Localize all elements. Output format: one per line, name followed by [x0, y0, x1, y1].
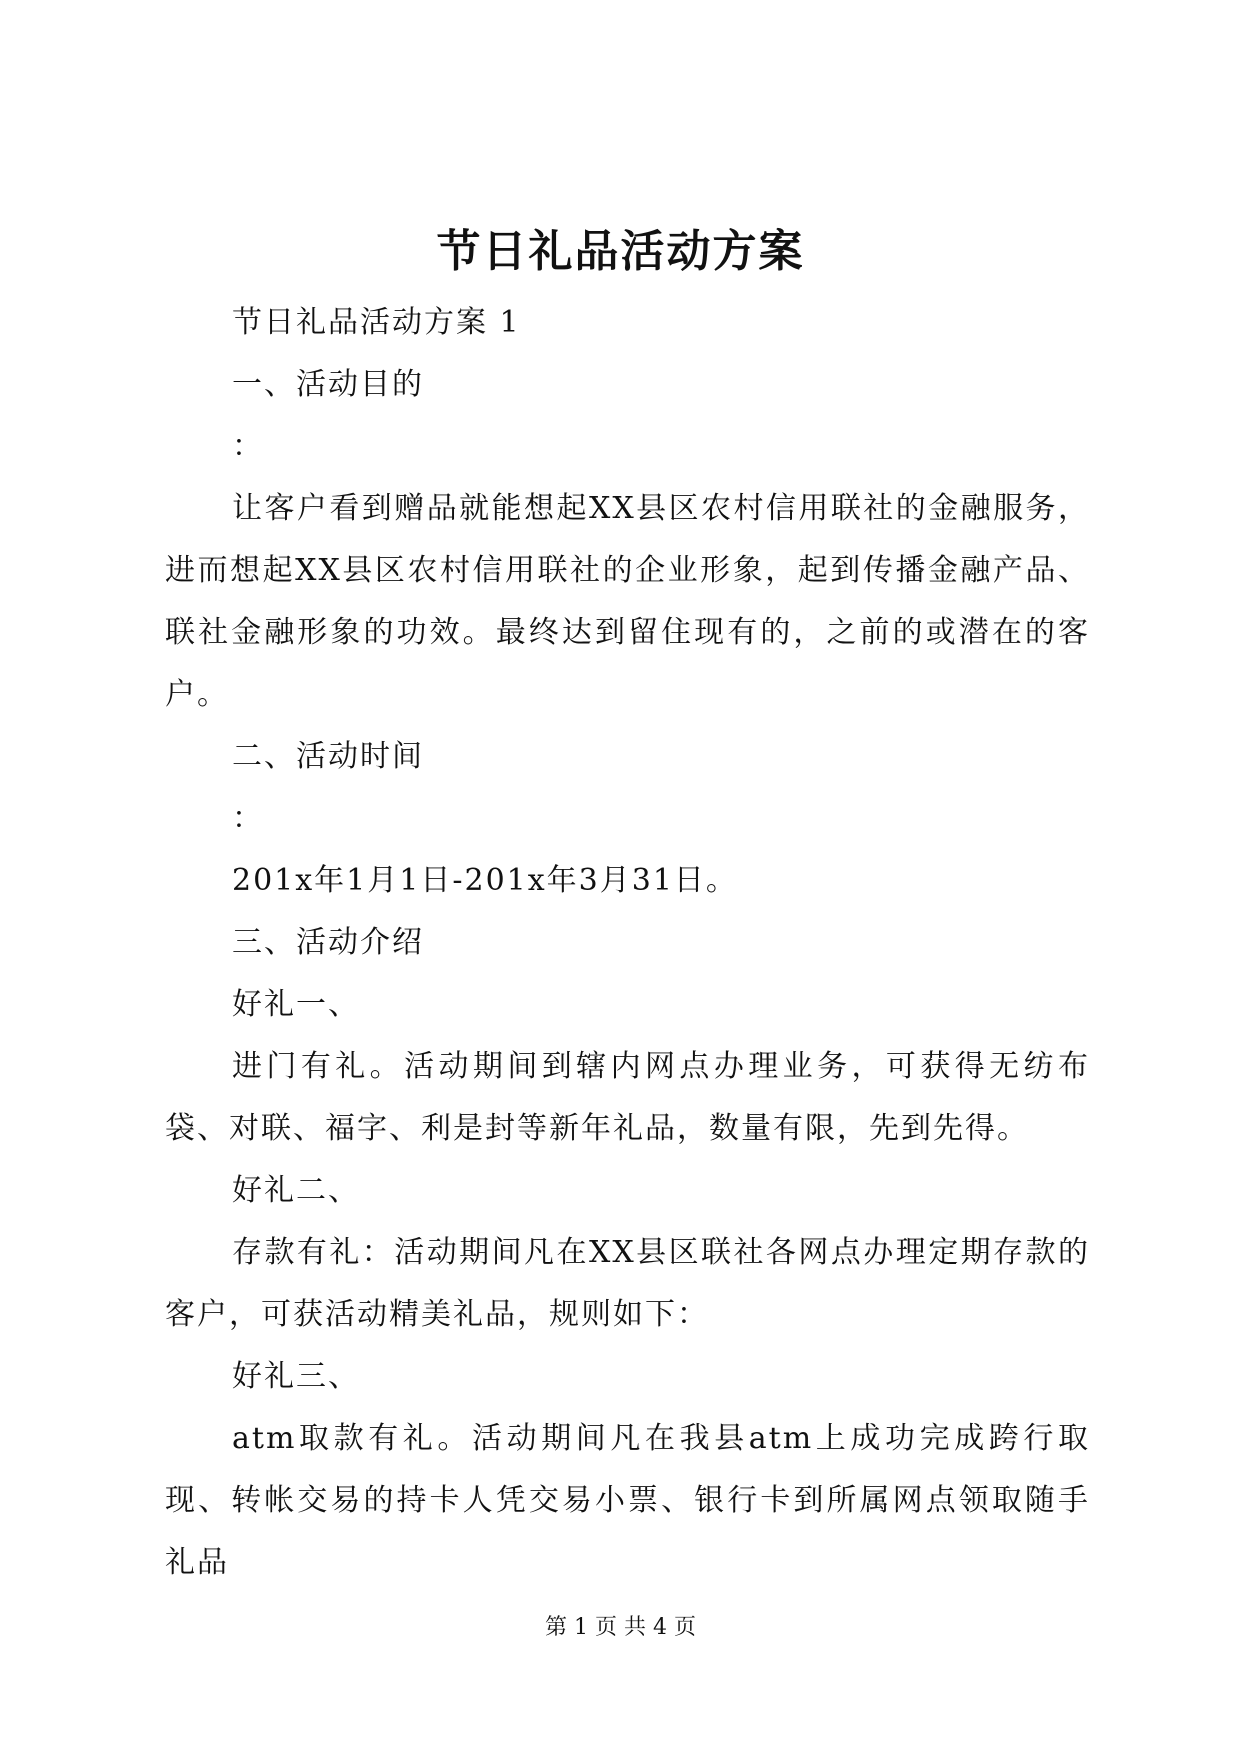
- paragraph-gift-one: 进门有礼。活动期间到辖内网点办理业务，可获得无纺布袋、对联、福字、利是封等新年礼品，数量有限，先到先得。: [165, 1049, 1090, 1146]
- paragraph-gift-three: atm取款有礼。活动期间凡在我县atm上成功完成跨行取现、转帐交易的持卡人凭交易小票、银行卡到所属网点领取随手礼品: [165, 1421, 1090, 1580]
- page-number-footer: 第 1 页 共 4 页: [545, 1615, 696, 1640]
- paragraph-colon: ：: [232, 801, 264, 836]
- heading-activity-time: 二、活动时间: [232, 739, 424, 774]
- heading-activity-purpose: 一、活动目的: [232, 367, 424, 402]
- heading-gift-one: 好礼一、: [232, 987, 360, 1022]
- document-title: 节日礼品活动方案: [436, 226, 805, 277]
- paragraph-gift-two: 存款有礼：活动期间凡在XX县区联社各网点办理定期存款的客户，可获活动精美礼品，规则如下：: [165, 1235, 1090, 1332]
- paragraph-subtitle: 节日礼品活动方案 1: [232, 305, 521, 340]
- paragraph-dates: 201x年1月1日-201x年3月31日。: [232, 863, 738, 898]
- document-body: [165, 292, 1090, 1594]
- heading-activity-intro: 三、活动介绍: [232, 925, 424, 960]
- heading-gift-two: 好礼二、: [232, 1173, 360, 1208]
- paragraph-colon: ：: [232, 429, 264, 464]
- heading-gift-three: 好礼三、: [232, 1359, 360, 1394]
- paragraph-purpose: 让客户看到赠品就能想起XX县区农村信用联社的金融服务，进而想起XX县区农村信用联社的企业形象，起到传播金融产品、联社金融形象的功效。最终达到留住现有的，之前的或潜在的客户。: [165, 491, 1090, 712]
